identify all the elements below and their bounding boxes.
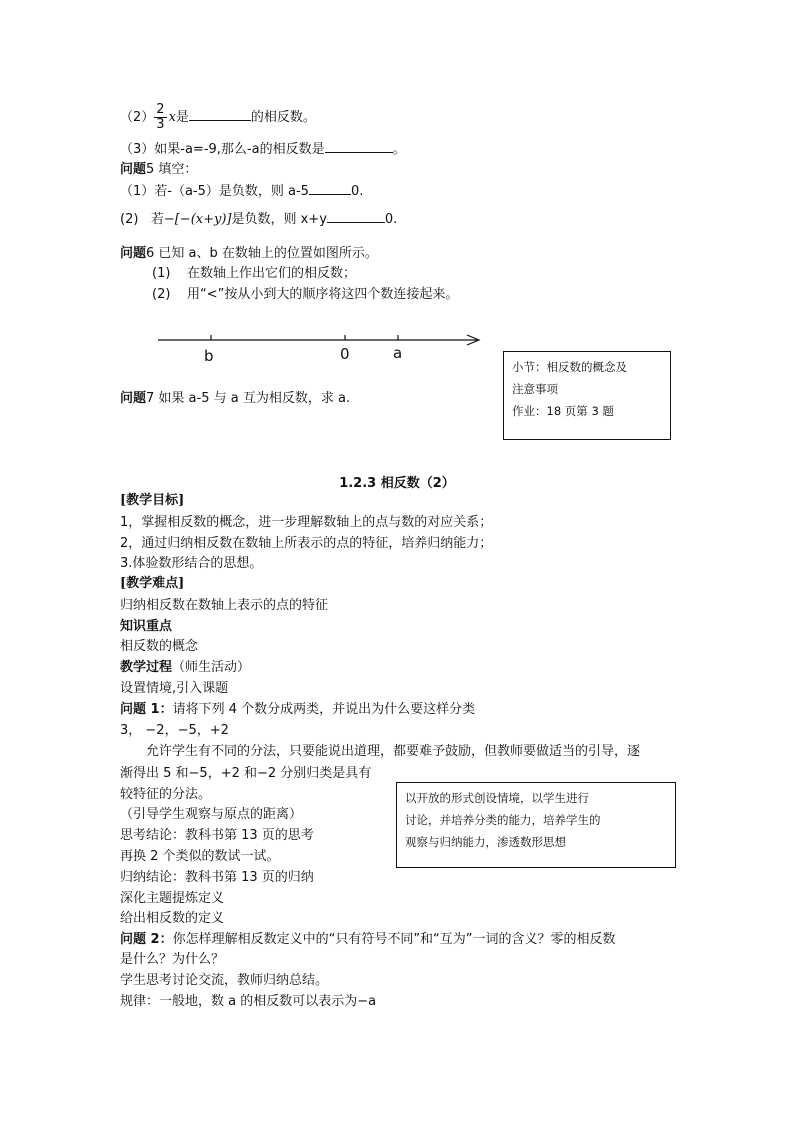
question-label: 问题 (120, 162, 147, 177)
process-note: （师生活动） (172, 660, 251, 675)
q1-line (120, 701, 475, 719)
item-number: （2） (120, 110, 155, 125)
fraction (154, 103, 166, 132)
item-text: 是 (175, 110, 189, 125)
q1-numbers: 3， −2，−5，+2 (120, 723, 229, 738)
note-text: 讨论，并培养分类的能力，培养学生的 (405, 813, 601, 827)
item-text: 是负数，则 x+y (231, 212, 327, 227)
section-title: 1.2.3 相反数（2） (339, 476, 455, 491)
item-text: 0. (350, 184, 364, 199)
item-text: 用“<”按从小到大的顺序将这四个数连接起来。 (186, 287, 459, 302)
summary-text: 注意事项 (512, 382, 558, 396)
objective-2: 2，通过归纳相反数在数轴上所表示的点的特征，培养归纳能力； (120, 536, 493, 551)
para-line-2: 渐得出 5 和−5，+2 和−2 分别归类是具有 (120, 766, 372, 781)
guide-text: （引导学生观察与原点的距离） (120, 807, 303, 822)
q2-line-2: 是什么？为什么？ (120, 952, 225, 967)
para-line-1: 允许学生有不同的分法，只要能说出道理，都要难予鼓励，但教师要做适当的引导，逐 (146, 744, 641, 759)
objectives-heading: [教学目标] (120, 493, 185, 508)
q6-title (120, 245, 378, 263)
q5-title (120, 161, 197, 179)
label-b: b (204, 347, 214, 365)
key-points-text: 相反数的概念 (120, 639, 199, 654)
answer-blank[interactable] (189, 108, 251, 121)
summary-text: 小节：相反数的概念及 (512, 360, 627, 374)
difficulty-heading: [教学难点] (120, 576, 185, 591)
q5-item1 (120, 182, 363, 201)
question-label: 问题 2： (120, 932, 173, 947)
answer-blank[interactable] (325, 140, 393, 153)
q4-item2 (120, 103, 316, 132)
note-text: 观察与归纳能力，渗透数形思想 (405, 835, 566, 849)
objective-1: 1，掌握相反数的概念，进一步理解数轴上的点与数的对应关系； (120, 515, 493, 530)
label-a: a (393, 344, 403, 362)
q7 (120, 390, 350, 408)
item-number: (2) (152, 287, 171, 302)
question-text: 7 如果 a-5 与 a 互为相反数，求 a. (146, 391, 351, 406)
induce-text: 归纳结论：教科书第 13 页的归纳 (120, 870, 314, 885)
process-intro: 设置情境,引入课题 (120, 681, 229, 696)
q6-sub2 (152, 286, 458, 304)
question-label: 问题 (120, 391, 147, 406)
question-label: 问题 1： (120, 702, 173, 717)
homework-text: 作业：18 页第 3 题 (512, 404, 614, 418)
item-text: 0. (384, 212, 398, 227)
process-title: 教学过程 (120, 660, 173, 675)
label-zero: 0 (340, 345, 350, 363)
item-text: 若 (150, 212, 164, 227)
q6-sub1 (152, 265, 356, 283)
think-text: 思考结论：教科书第 13 页的思考 (120, 828, 314, 843)
fraction-numerator: 2 (156, 102, 165, 117)
item-text: （3）如果-a=-9,那么-a的相反数是 (120, 142, 325, 157)
difficulty-text: 归纳相反数在数轴上表示的点的特征 (120, 598, 329, 613)
again-text: 再换 2 个类似的数试一试。 (120, 849, 280, 864)
fraction-denominator: 3 (156, 117, 165, 132)
note-text: 以开放的形式创设情境，以学生进行 (405, 791, 589, 805)
q5-item2 (120, 210, 397, 229)
item-text: （1）若-（a-5）是负数，则 a-5 (120, 184, 309, 199)
define-text: 给出相反数的定义 (120, 911, 225, 926)
process-heading (120, 659, 250, 677)
key-points-heading: 知识重点 (120, 619, 173, 634)
item-text: 在数轴上作出它们的相反数； (186, 266, 356, 281)
math-expression: −[−(x+y)] (163, 212, 232, 227)
para-line-3: 较特征的分法。 (120, 787, 212, 802)
objective-3: 3.体验数形结合的思想。 (120, 556, 263, 571)
question-label: 问题 (120, 246, 147, 261)
discuss-text: 学生思考讨论交流，教师归纳总结。 (120, 973, 329, 988)
item-number: (2) (120, 212, 139, 227)
q4-item3 (120, 140, 406, 159)
item-number: (1) (152, 266, 171, 281)
q2-line (120, 931, 616, 949)
question-text: 6 已知 a、b 在数轴上的位置如图所示。 (146, 246, 378, 261)
rule-text: 规律：一般地，数 a 的相反数可以表示为−a (120, 994, 377, 1009)
answer-blank[interactable] (327, 210, 385, 223)
question-text: 请将下列 4 个数分成两类，并说出为什么要这样分类 (172, 702, 476, 717)
item-text: 的相反数。 (250, 110, 316, 125)
answer-blank[interactable] (309, 182, 351, 195)
teaching-note-box (396, 782, 676, 868)
summary-box (503, 351, 671, 440)
deepen-text: 深化主题提炼定义 (120, 891, 225, 906)
variable: x (168, 110, 176, 125)
question-text: 你怎样理解相反数定义中的“只有符号不同”和“互为”一词的含义？零的相反数 (172, 932, 616, 947)
question-text: 5 填空： (146, 162, 198, 177)
item-text: 。 (392, 142, 406, 157)
